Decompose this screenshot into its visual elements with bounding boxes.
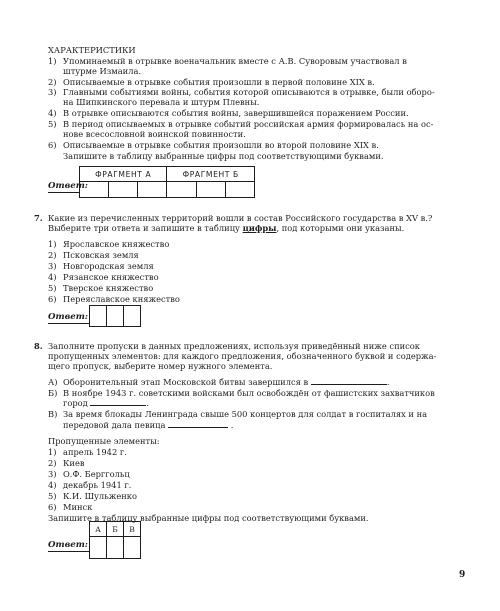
answer-cell[interactable]	[167, 182, 196, 198]
answer-label: Ответ:	[48, 312, 88, 322]
fragment-b-header: ФРАГМЕНТ Б	[167, 167, 255, 182]
option-number: 2)	[48, 250, 57, 260]
page-number: 9	[459, 570, 466, 580]
q8-number: 8.	[34, 341, 43, 351]
sentence-line	[63, 377, 389, 387]
missing-number: 4)	[48, 480, 57, 490]
blank-field[interactable]	[90, 398, 146, 406]
missing-number: 5)	[48, 491, 57, 501]
missing-text: О.Ф. Берггольц	[63, 469, 130, 479]
q7-text: , под которыми они указаны.	[276, 223, 405, 233]
missing-number: 6)	[48, 502, 57, 512]
item-text: Описываемые в отрывке события произошли во второй половине XIX в.	[63, 140, 379, 150]
missing-number: 1)	[48, 447, 57, 457]
answer-cell[interactable]	[124, 537, 141, 559]
answer-cell[interactable]	[225, 182, 254, 198]
fragment-a-header: ФРАГМЕНТ А	[80, 167, 167, 182]
option-text: Псковская земля	[63, 250, 139, 260]
item-number: 2)	[48, 77, 57, 87]
answer-underline	[48, 323, 90, 324]
q7-number: 7.	[34, 213, 43, 223]
column-v-header: В	[124, 522, 141, 537]
sentence-text: Оборонительный этап Московской битвы завершился в	[63, 377, 309, 387]
answer-cell[interactable]	[138, 182, 167, 198]
answer-cell[interactable]	[109, 182, 138, 198]
item-text: В период описываемых в отрывке событий российская армия формировалась на ос-	[63, 119, 434, 129]
missing-number: 2)	[48, 458, 57, 468]
missing-text: Минск	[63, 502, 93, 512]
sentence-letter: А)	[48, 377, 58, 387]
option-number: 4)	[48, 272, 57, 282]
option-text: Ярославское княжество	[63, 239, 170, 249]
answer-cell[interactable]	[80, 182, 109, 198]
sentence-text: город	[63, 398, 88, 408]
answer-cell[interactable]	[90, 306, 107, 327]
sentence-end: .	[386, 377, 390, 387]
item-text: В отрывке описываются события войны, завершившейся поражением России.	[63, 108, 409, 118]
q8-intro-line: Заполните пропуски в данных предложениях, используя приведённый ниже список	[48, 341, 420, 351]
option-text: Новгородская земля	[63, 261, 154, 271]
sentence-letter: Б)	[48, 388, 58, 398]
item-number: 1)	[48, 56, 57, 66]
q7-question-line	[48, 223, 404, 233]
missing-text: К.И. Шульженко	[63, 491, 137, 501]
item-number: 5)	[48, 119, 57, 129]
answer-cell[interactable]	[196, 182, 225, 198]
q8-intro-line: пропущенных элементов: для каждого предложения, обозначенного буквой и содержа-	[48, 351, 437, 361]
item-text: штурме Измаила.	[63, 66, 142, 76]
sentence-line	[63, 420, 233, 430]
sentence-line	[63, 398, 149, 408]
item-number: 4)	[48, 108, 57, 118]
q7-text: Выберите три ответа и запишите в таблицу	[48, 223, 243, 233]
sentence-text: передовой дала певица	[63, 420, 166, 430]
sentence-end: .	[146, 398, 150, 408]
item-text: Упоминаемый в отрывке военачальник вместе с А.В. Суворовым участвовал в	[63, 56, 407, 66]
answer-cell[interactable]	[124, 306, 141, 327]
answer-cell[interactable]	[107, 306, 124, 327]
item-text: на Шипкинского перевала и штурм Плевны.	[63, 97, 260, 107]
q8-intro-line: щего пропуск, выберите номер нужного элемента.	[48, 361, 273, 371]
option-number: 5)	[48, 283, 57, 293]
option-number: 6)	[48, 294, 57, 304]
answer-cell[interactable]	[107, 537, 124, 559]
item-number: 6)	[48, 140, 57, 150]
blank-field[interactable]	[311, 377, 387, 385]
answer-label: Ответ:	[48, 181, 88, 191]
table-instruction: Запишите в таблицу выбранные цифры под соответствующими буквами.	[48, 513, 369, 523]
column-a-header: А	[90, 522, 107, 537]
answer-underline	[48, 192, 80, 193]
sentence-end: .	[230, 420, 234, 430]
item-text: Описываемые в отрывке события произошли в первой половине XIX в.	[63, 77, 375, 87]
option-number: 3)	[48, 261, 57, 271]
item-text: Главными событиями войны, события которой описываются в отрывке, были оборо-	[63, 87, 435, 97]
sentence-line: За время блокады Ленинграда свыше 500 концертов для солдат в госпиталях и на	[63, 409, 428, 419]
option-text: Переяславское княжество	[63, 294, 180, 304]
fragment-answer-table	[79, 166, 255, 198]
option-text: Тверское княжество	[63, 283, 154, 293]
option-number: 1)	[48, 239, 57, 249]
missing-text: Киев	[63, 458, 85, 468]
answer-label: Ответ:	[48, 540, 88, 550]
column-b-header: Б	[107, 522, 124, 537]
item-text: нове всесословной воинской повинности.	[63, 129, 246, 139]
missing-text: декабрь 1941 г.	[63, 480, 132, 490]
missing-text: апрель 1942 г.	[63, 447, 127, 457]
sentence-letter: В)	[48, 409, 58, 419]
q7-emphasis: цифры	[242, 223, 277, 233]
answer-cell[interactable]	[90, 537, 107, 559]
item-number: 3)	[48, 87, 57, 97]
table-instruction: Запишите в таблицу выбранные цифры под соответствующими буквами.	[63, 151, 384, 161]
missing-elements-heading: Пропущенные элементы:	[48, 436, 160, 446]
q7-answer-table	[89, 305, 141, 327]
sentence-line: В ноябре 1943 г. советскими войсками был освобождён от фашистских захватчиков	[63, 388, 435, 398]
characteristics-heading: ХАРАКТЕРИСТИКИ	[48, 45, 136, 55]
missing-number: 3)	[48, 469, 57, 479]
q8-answer-table	[89, 521, 141, 559]
q7-question-line: Какие из перечисленных территорий вошли в состав Российского государства в XV в.?	[48, 213, 433, 223]
blank-field[interactable]	[168, 420, 228, 428]
answer-underline	[48, 551, 90, 552]
option-text: Рязанское княжество	[63, 272, 159, 282]
